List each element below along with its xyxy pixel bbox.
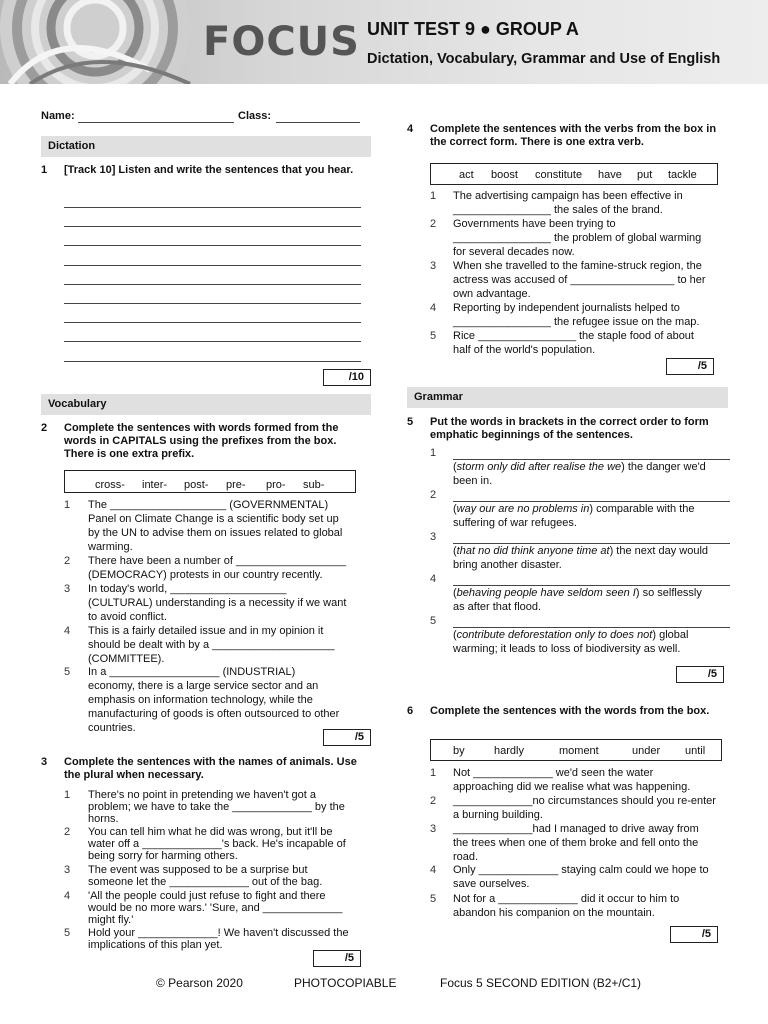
bracket-open: ( [453,587,457,599]
q6-title: Complete the sentences with the words from the box. [430,705,710,717]
q6-score: /5 [670,926,718,943]
item-text-line: someone let the _____________ out of the bag. [88,876,323,889]
item-number: 2 [430,795,437,807]
prefix-word: sub- [303,479,325,491]
copyright-text: © Pearson 2020 [156,976,243,990]
item-text-line: being sorry for harming others. [88,850,238,863]
item-number: 4 [64,890,71,902]
answer-line[interactable] [64,226,361,227]
item-text-line: actress was accused of _________________ to her [453,273,706,286]
item-number: 1 [430,447,437,459]
q2-prefix-box [64,470,356,493]
item-text-line: The event was supposed to be a surprise but [88,864,308,876]
item-text-line: would be no more wars.' 'Sure, and _____________ [88,902,343,915]
item-text-line: Hold your _____________! We haven't discussed the [88,927,349,939]
item-number: 3 [430,260,437,272]
item-number: 3 [430,823,437,835]
item-number: 2 [430,489,437,501]
q2-number: 2 [41,422,48,434]
q4-score: /5 [666,358,714,375]
item-text-line: This is a fairly detailed issue and in my opinion it [88,625,324,637]
prefix-word: pro- [266,479,286,491]
test-subtitle: Dictation, Vocabulary, Grammar and Use of English [367,51,721,67]
item-text-line: road. [453,850,479,863]
q1-score: /10 [323,369,371,386]
item-text-line: When she travelled to the famine-struck region, the [453,260,702,272]
sentence-rest: ) so selflessly [635,587,702,599]
q4-number: 4 [407,123,414,135]
sentence-rest: ) global [652,629,689,641]
box-word: by [453,745,465,757]
bracket-open: ( [453,461,457,473]
q3-score: /5 [313,950,361,967]
item-text-line: Panel on Climate Change is a scientific body set up [88,512,339,525]
name-label: Name: [41,110,75,122]
item-text-line: The advertising campaign has been effective in [453,190,683,202]
sentence-rest: ) the next day would [609,545,709,557]
item-number: 2 [430,218,437,230]
item-number: 3 [64,864,71,876]
item-text-line: _____________no circumstances should you re-enter [453,795,716,807]
item-number: 4 [64,625,71,637]
item-text-line: warming; it leads to loss of biodiversity as well. [453,643,681,655]
prefix-word: post- [184,479,209,491]
box-word: moment [559,745,599,757]
item-number: 3 [64,583,71,595]
q6-number: 6 [407,705,414,717]
answer-line[interactable] [453,585,730,586]
item-text-line: suffering of war refugees. [453,517,577,529]
verb-word: put [637,169,653,181]
answer-line[interactable] [64,245,361,246]
item-text-line: for several decades now. [453,245,575,258]
q5-score: /5 [676,666,724,683]
item-text-line [453,461,706,475]
item-number: 5 [430,893,437,905]
answer-line[interactable] [453,459,730,460]
bracketed-words: storm only did after realise the we [456,461,622,473]
item-number: 1 [430,767,437,779]
item-text-line: might fly.' [88,914,134,927]
answer-line[interactable] [64,322,361,323]
q6-word-box [430,739,722,761]
q2-title: Complete the sentences with words formed from the words in CAPITALS using the prefixes from the box. There is one extra prefix. [64,422,339,460]
sentence-rest: ) the danger we'd [621,461,706,473]
swirl-graphic-icon [0,0,210,84]
q1-number: 1 [41,164,48,176]
bracketed-words: behaving people have seldom seen I [456,587,636,599]
item-text-line: 'All the people could just refuse to fight and there [88,890,326,902]
page-header [0,0,768,84]
item-text-line: _____________had I managed to drive away from [453,823,699,835]
item-text-line: water off a _____________'s back. He's incapable of [88,838,346,851]
item-text-line [453,587,702,601]
verb-word: have [598,169,622,181]
item-text-line: The ___________________ (GOVERNMENTAL) [88,499,329,511]
box-word: until [685,745,706,757]
item-text-line: save ourselves. [453,877,530,890]
item-number: 5 [64,927,71,939]
item-text-line: been in. [453,475,493,487]
item-text-line: as after that flood. [453,601,542,613]
item-text-line: to avoid conflict. [88,610,167,623]
sentence-rest: ) comparable with the [589,503,695,515]
answer-line[interactable] [453,501,730,502]
item-text-line [453,545,708,559]
verb-word: tackle [668,169,697,181]
answer-line[interactable] [453,543,730,544]
item-number: 1 [64,789,71,801]
q2-score: /5 [323,729,371,746]
item-text-line: abandon his companion on the mountain. [453,906,655,919]
item-text-line: (DEMOCRACY) protests in our country recently. [88,568,323,581]
bracketed-words: way our are no problems in [456,503,590,515]
item-text-line: half of the world's population. [453,343,596,356]
bracket-open: ( [453,629,457,641]
item-text-line: own advantage. [453,287,531,300]
item-number: 1 [430,190,437,202]
class-label: Class: [238,110,272,122]
answer-line[interactable] [64,284,361,285]
item-number: 4 [430,573,437,585]
brand-logo: FOCUS [203,19,360,65]
item-text-line: should be dealt with by a ____________________ [88,638,335,651]
prefix-word: pre- [226,479,246,491]
item-text-line: Not for a _____________ did it occur to him to [453,893,680,905]
answer-line[interactable] [64,341,361,342]
answer-line[interactable] [453,627,730,628]
item-text-line: by the UN to advise them on issues related to global [88,526,343,539]
item-text-line: countries. [88,721,136,734]
section-dictation: Dictation [41,136,371,157]
item-text-line: There's no point in pretending we haven't got a [88,789,317,801]
item-number: 2 [64,826,71,838]
item-text-line: (CULTURAL) understanding is a necessity if we want [88,596,347,609]
box-word: under [632,745,661,757]
item-text-line: implications of this plan yet. [88,939,223,952]
item-text-line: You can tell him what he did was wrong, but it'll be [88,826,333,838]
edition-text: Focus 5 SECOND EDITION (B2+/C1) [440,976,642,990]
answer-line[interactable] [64,303,361,304]
item-number: 2 [64,555,71,567]
item-text-line [453,503,695,517]
item-text-line: In today's world, ___________________ [88,583,287,595]
item-text-line: manufacturing of goods is often outsourced to other [88,707,340,720]
item-text-line: ________________ the refugee issue on the map. [453,315,700,328]
item-text-line: Governments have been trying to [453,218,616,230]
bracket-open: ( [453,545,457,557]
item-number: 4 [430,302,437,314]
item-number: 5 [64,666,71,678]
item-text-line: (COMMITTEE). [88,652,165,665]
section-grammar: Grammar [407,387,728,408]
item-text-line: warming. [88,540,133,553]
unit-title: UNIT TEST 9 ● GROUP A [367,19,579,39]
answer-line[interactable] [64,265,361,266]
bracketed-words: contribute deforestation only to does not [456,629,653,641]
item-text-line: horns. [88,813,119,826]
item-text-line: approaching did we realise what was happening. [453,780,691,793]
item-text-line: economy, there is a large service sector and an [88,679,319,692]
answer-line[interactable] [64,207,361,208]
verb-word: act [459,169,474,181]
q3-number: 3 [41,756,48,768]
item-text-line: ________________ the sales of the brand. [453,203,663,216]
item-text-line: the trees when one of them broke and fell onto the [453,836,699,849]
item-number: 1 [64,499,71,511]
answer-line[interactable] [64,361,361,362]
item-text-line: problem; we have to take the _____________ by the [88,801,345,814]
item-text-line: Rice ________________ the staple food of about [453,330,694,342]
item-text-line: There have been a number of __________________ [88,555,347,567]
item-text-line: a burning building. [453,808,543,821]
verb-word: constitute [535,169,583,181]
item-number: 5 [430,615,437,627]
q5-title: Put the words in brackets in the correct order to form emphatic beginnings of the sentences. [430,416,709,441]
verb-word: boost [491,169,518,181]
item-text-line: Reporting by independent journalists helped to [453,302,680,314]
q4-verb-box [430,163,718,185]
item-text-line: emphasis on information technology, while the [88,693,313,706]
bracketed-words: that no did think anyone time at [456,545,610,557]
item-text-line: Only _____________ staying calm could we hope to [453,864,709,876]
q3-title: Complete the sentences with the names of animals. Use the plural when necessary. [64,756,357,781]
prefix-word: inter- [142,479,168,491]
item-text-line [453,629,688,643]
item-text-line: bring another disaster. [453,559,562,571]
section-vocabulary: Vocabulary [41,394,371,415]
item-text-line: Not _____________ we'd seen the water [453,767,654,779]
name-field[interactable] [78,122,234,123]
q1-title: [Track 10] Listen and write the sentences that you hear. [64,164,354,176]
item-number: 5 [430,330,437,342]
item-number: 4 [430,864,437,876]
item-number: 3 [430,531,437,543]
prefix-word: cross- [95,479,125,491]
item-text-line: ________________ the problem of global warming [453,231,702,244]
q4-title: Complete the sentences with the verbs from the box in the correct form. There is one extra verb. [430,123,717,148]
bracket-open: ( [453,503,457,515]
q5-number: 5 [407,416,414,428]
item-text-line: In a __________________ (INDUSTRIAL) [88,666,296,678]
box-word: hardly [494,745,524,757]
photocopiable-text: PHOTOCOPIABLE [294,976,397,990]
class-field[interactable] [276,122,360,123]
